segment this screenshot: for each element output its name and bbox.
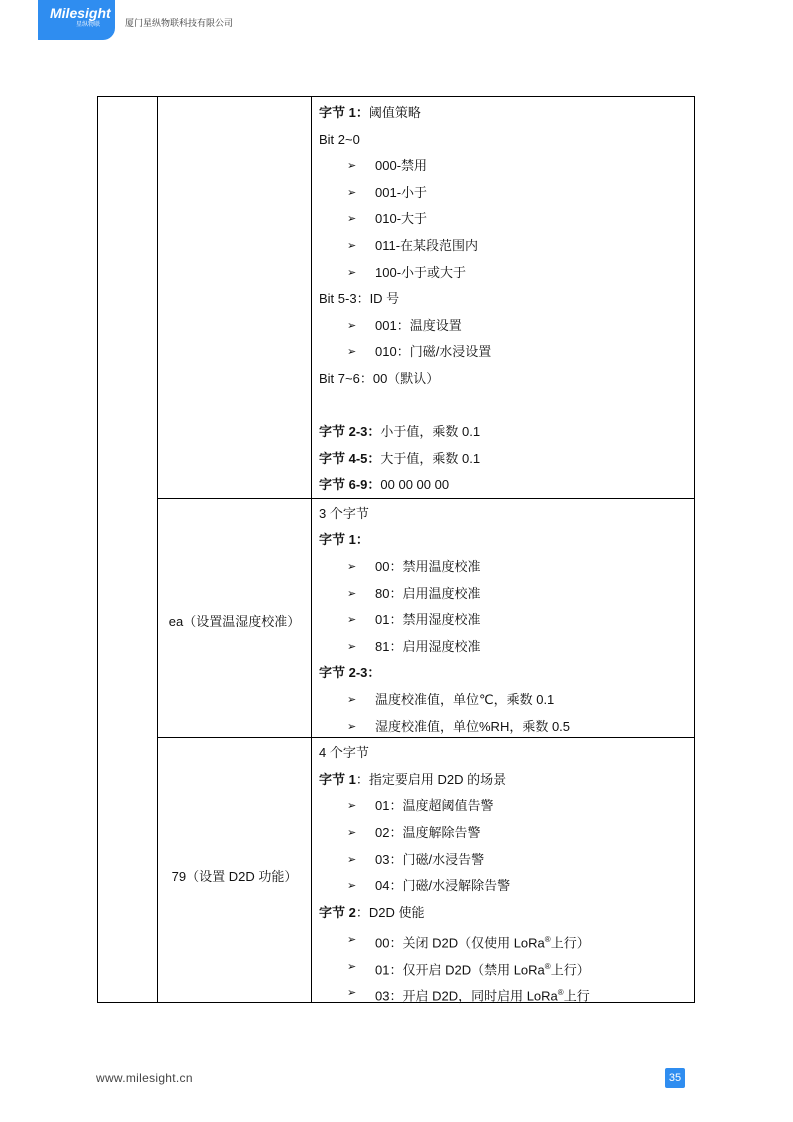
text-line: 4 个字节 xyxy=(319,745,369,760)
bullet-arrow-icon: ➢ xyxy=(347,614,357,626)
list-item: 80：启用温度校准 xyxy=(375,586,481,601)
text-line: Bit 2~0 xyxy=(319,132,360,147)
bullet-arrow-icon: ➢ xyxy=(347,346,357,358)
bullet-arrow-icon: ➢ xyxy=(347,694,357,706)
list-item: 81：启用湿度校准 xyxy=(375,639,481,654)
logo-text: Milesight xyxy=(50,5,111,21)
command-table xyxy=(97,96,695,1003)
list-item: 04：门磁/水浸解除告警 xyxy=(375,878,511,893)
text-line: 字节 2-3：小于值，乘数 0.1 xyxy=(319,424,481,439)
bullet-arrow-icon: ➢ xyxy=(347,320,357,332)
text-line: Bit 7~6：00（默认） xyxy=(319,371,440,386)
list-item: 02：温度解除告警 xyxy=(375,825,481,840)
bullet-arrow-icon: ➢ xyxy=(347,160,357,172)
list-item: 00：禁用温度校准 xyxy=(375,559,481,574)
bullet-arrow-icon: ➢ xyxy=(347,880,357,892)
logo-subtext: 星纵物联 xyxy=(76,22,101,28)
row-label-79: 79（设置 D2D 功能） xyxy=(171,869,298,884)
table-row-divider-2 xyxy=(157,737,694,738)
bullet-arrow-icon: ➢ xyxy=(347,721,357,733)
text-line: 字节 2-3： xyxy=(319,665,381,680)
text-line: 字节 1：指定要启用 D2D 的场景 xyxy=(319,772,507,787)
text-line: 字节 2：D2D 使能 xyxy=(319,905,425,920)
text-line: Bit 5-3：ID 号 xyxy=(319,291,400,306)
text-line: 字节 6-9：00 00 00 00 xyxy=(319,477,450,492)
text-line: 3 个字节 xyxy=(319,506,369,521)
bullet-arrow-icon: ➢ xyxy=(347,854,357,866)
text-line: 字节 1：阈值策略 xyxy=(319,105,421,120)
list-item: 01：禁用湿度校准 xyxy=(375,612,481,627)
list-item: 00：关闭 D2D（仅使用 LoRa®上行） xyxy=(375,935,590,951)
row-label-ea: ea（设置温湿度校准） xyxy=(168,614,301,629)
page-number: 35 xyxy=(665,1068,685,1088)
list-item: 01：仅开启 D2D（禁用 LoRa®上行） xyxy=(375,962,590,978)
company-logo xyxy=(38,0,115,40)
list-item: 温度校准值，单位℃，乘数 0.1 xyxy=(375,692,555,707)
bullet-arrow-icon: ➢ xyxy=(347,641,357,653)
list-item: 010-大于 xyxy=(375,211,428,226)
list-item: 011-在某段范围内 xyxy=(375,238,479,253)
bullet-arrow-icon: ➢ xyxy=(347,561,357,573)
bullet-arrow-icon: ➢ xyxy=(347,800,357,812)
list-item: 010：门磁/水浸设置 xyxy=(375,344,492,359)
company-name: 厦门星纵物联科技有限公司 xyxy=(125,18,234,28)
bullet-arrow-icon: ➢ xyxy=(347,588,357,600)
list-item: 100-小于或大于 xyxy=(375,265,467,280)
table-col-divider-2 xyxy=(311,97,312,1002)
text-line: 字节 1： xyxy=(319,532,369,547)
list-item: 湿度校准值，单位%RH，乘数 0.5 xyxy=(375,719,571,734)
table-row-divider-1 xyxy=(157,498,694,499)
list-item: 001-小于 xyxy=(375,185,428,200)
list-item: 001：温度设置 xyxy=(375,318,462,333)
list-item: 03：门磁/水浸告警 xyxy=(375,852,485,867)
bullet-arrow-icon: ➢ xyxy=(347,187,357,199)
bullet-arrow-icon: ➢ xyxy=(347,987,357,999)
bullet-arrow-icon: ➢ xyxy=(347,961,357,973)
list-item: 03：开启 D2D，同时启用 LoRa®上行 xyxy=(375,988,590,1004)
bullet-arrow-icon: ➢ xyxy=(347,267,357,279)
footer-url: www.milesight.cn xyxy=(96,1071,193,1085)
bullet-arrow-icon: ➢ xyxy=(347,934,357,946)
list-item: 01：温度超阈值告警 xyxy=(375,798,494,813)
bullet-arrow-icon: ➢ xyxy=(347,213,357,225)
text-line: 字节 4-5：大于值，乘数 0.1 xyxy=(319,451,481,466)
list-item: 000-禁用 xyxy=(375,158,428,173)
bullet-arrow-icon: ➢ xyxy=(347,827,357,839)
bullet-arrow-icon: ➢ xyxy=(347,240,357,252)
